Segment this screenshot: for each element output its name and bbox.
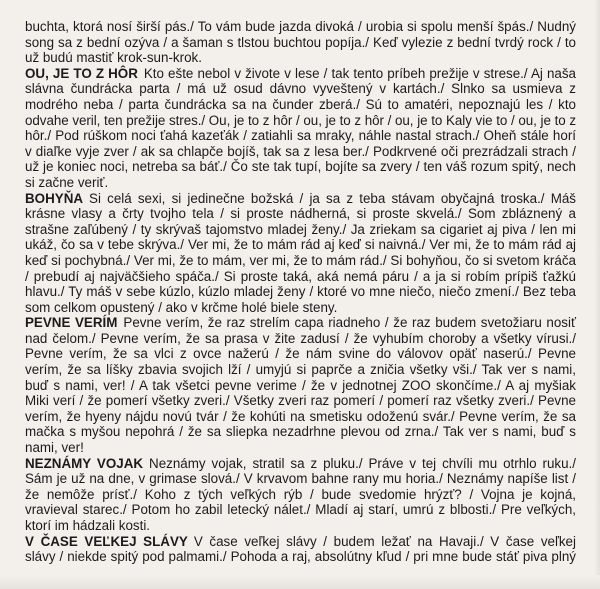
lyric-line (25, 35, 576, 51)
lyric-text: ktorí im hádzali kosti. (25, 518, 151, 533)
song-lyrics-v-ase-ve-kej-sl-vy (25, 534, 576, 565)
lyric-line (25, 253, 576, 269)
song-lyrics-bohy-a (25, 191, 576, 316)
lyric-line (25, 487, 576, 503)
lyric-text: Si celá sexi, si jedinečne božská / ja sa z teba stávam obyčajná troska./ Máš (89, 190, 576, 206)
song-title: BOHYŇA (25, 190, 84, 206)
lyric-line (25, 81, 576, 97)
lyric-line (25, 128, 576, 144)
lyric-text: song sa z bední ozýva / a šaman s tlstou buchtou popíja./ Keď vylezie z bední tvrdý rock / to (25, 34, 576, 50)
lyric-line (25, 144, 576, 160)
lyric-text: už je koniec noci, netreba sa báť./ Čo ste tak tupí, bojíte sa zvery / ten váš rozum spitý, nech (25, 159, 576, 175)
lyrics-page (25, 19, 576, 565)
page-bottom-shadow (0, 575, 600, 589)
lyric-text: buchta, ktorá nosí širší pás./ To vám bude jazda divoká / urobia si spolu menší špás./ Nudný (25, 19, 576, 34)
lyric-line (25, 113, 576, 129)
lyric-line (25, 237, 576, 253)
lyric-line (25, 440, 576, 456)
lyric-text: nad čelom./ Pevne verím, že sa prasa v žite zadusí / že vyhubím choroby a všetky vírusi./ (25, 330, 576, 346)
lyric-line (25, 159, 576, 175)
song-lyrics-ou-je-to-z-h-r (25, 66, 576, 191)
lyric-text: Pevne verím, že raz strelím capa riadneho / že raz budem svetožiaru nosiť (123, 315, 576, 331)
page-edge-shadow (594, 0, 600, 589)
lyric-text: krásne vlasy a črty tvojho tela / si proste nádherná, si proste skvelá./ Som zbláznený a (25, 206, 576, 222)
lyric-text: už budú mastiť krok-sun-krok. (25, 50, 202, 66)
lyric-line (25, 346, 576, 362)
lyric-line (25, 206, 576, 222)
lyric-text: slávna čundrácka parta / má už osud dávno vyveštený v kartách./ Slnko sa usmieva z (25, 81, 576, 97)
lyric-text: Miki verí / že pomerí všetky zveri./ Všetky zveri raz pomerí / pomerí raz všetky zveri./ Pevne (25, 393, 576, 409)
lyric-text: strašne zaľúbený / ty skrývaš tajomstvo mladej ženy./ Ja zriekam sa cigariet aj piva / len mi (25, 221, 576, 237)
lyric-line (25, 393, 576, 409)
lyric-line (25, 362, 576, 378)
lyric-line (25, 409, 576, 425)
lyric-text: som celkom opustený / ako v krčme holé biele steny. (25, 299, 338, 315)
song-lyrics-pevne-ver-m (25, 315, 576, 455)
lyric-text: nami, ver! (25, 440, 84, 456)
lyric-text: že nemôže prísť./ Koho z tých veľkých rýb / bude svedomie hrýzť? / Vojna je kojná, (25, 486, 576, 502)
lyric-line (25, 534, 576, 550)
lyric-line (25, 456, 576, 472)
lyric-line (25, 175, 576, 191)
song-title: OU, JE TO Z HÔR (25, 65, 138, 81)
lyric-text: ukáž, čo sa v tebe skrýva./ Ver mi, že to mám rád aj keď si naivná./ Ver mi, že to mám rád aj (25, 237, 576, 253)
lyric-text: V čase veľkej slávy / budem ležať na Havaji./ V čase veľkej (193, 533, 576, 549)
lyric-line (25, 331, 576, 347)
lyric-line (25, 66, 576, 82)
lyric-line (25, 300, 576, 316)
lyric-line (25, 269, 576, 285)
lyric-text: Sám je už na dne, v grimase slová./ V krvavom bahne rany mu horia./ Neznámy napíše list / (25, 471, 576, 487)
song-title: NEZNÁMY VOJAK (25, 455, 144, 471)
lyric-line (25, 191, 576, 207)
lyric-line (25, 471, 576, 487)
lyric-line (25, 284, 576, 300)
lyric-line (25, 97, 576, 113)
lyric-text: Pevne verím, že sa vlci z ovce nažerú / že nám svine do válovov opäť naserú./ Pevne (25, 346, 576, 362)
lyric-text: Neznámy vojak, stratil sa z pluku./ Práve v tej chvíli mu otrhlo ruku./ (149, 455, 576, 471)
song-title: PEVNE VERÍM (25, 315, 118, 331)
lyric-line (25, 549, 576, 565)
lyric-text: v diaľke vyje zver / ak sa chlapče bojíš, tak sa z lesa ber./ Podkrvené oči prezrádzali strach / (25, 143, 576, 159)
lyric-line (25, 378, 576, 394)
lyric-text: verím, že sa líšky zbavia svojich lží / umyjú si paprče a zničia všetky vši./ Tak ver s nami, (25, 362, 576, 378)
lyric-line (25, 315, 576, 331)
lyric-line (25, 424, 576, 440)
song-title: V ČASE VEĽKEJ SLÁVY (25, 533, 188, 549)
lyric-line (25, 50, 576, 66)
lyric-text: buď s nami, ver! / A tak všetci pevne verime / že v jednotnej ZOO skončíme./ A aj myšiak (25, 377, 576, 393)
lyric-line (25, 518, 576, 534)
lyric-text: hlavu./ Ty máš v sebe kúzlo, kúzlo mladej ženy / ktoré vo mne niečo, niečo zmení./ Bez teba (25, 284, 576, 300)
lyric-text: vravieval starec./ Potom ho zabil letecký nálet./ Mladí aj starí, umrú z blbosti./ Pre veľkých, (25, 502, 576, 518)
lyric-text: modrého neba / parta čundrácka sa na čunder zberá./ Sú to amatéri, nepoznajú les / kto (25, 96, 576, 112)
lyric-text: hôr./ Pod rúškom noci ťahá kazeťák / zatiahli sa mraky, náhle nastal strach./ Oheň stále horí (25, 128, 576, 144)
lyric-text: / prebudí aj najväčšieho spáča./ Si proste taká, aká nemá páru / a ja si robím prípiš ťažkú (25, 268, 576, 284)
lyric-line (25, 502, 576, 518)
song-lyrics-continued (25, 19, 576, 66)
lyric-text: slávy / niekde spitý pod palmami./ Pohoda a raj, absolútny kľud / pri mne bude stáť piva plný (25, 549, 576, 565)
lyric-text: odvahe veril, ten prežije stres./ Ou, je to z hôr / ou, je to z hôr / ou, je to Kaly vie to / ou, je to z (25, 112, 576, 128)
lyric-text: mačka s myšou nepohrá / že sa sliepka nezadrhne plevou od zrna./ Tak ver s nami, buď s (25, 424, 576, 440)
lyric-text: verím, že hyeny nájdu novú tvár / že kohúti na smetisku odoženú svár./ Pevne verím, že sa (25, 408, 576, 424)
lyric-line (25, 222, 576, 238)
lyric-line (25, 19, 576, 35)
lyric-text: si začne veriť. (25, 174, 109, 190)
song-lyrics-nezn-my-vojak (25, 456, 576, 534)
lyric-text: Kto ešte nebol v živote v lese / tak tento príbeh prežije v strese./ Aj naša (143, 65, 576, 81)
lyric-text: keď si pochybná./ Ver mi, že to mám, ver mi, že to mám rád./ Si bohyňou, čo si svetom kráča (25, 252, 576, 268)
